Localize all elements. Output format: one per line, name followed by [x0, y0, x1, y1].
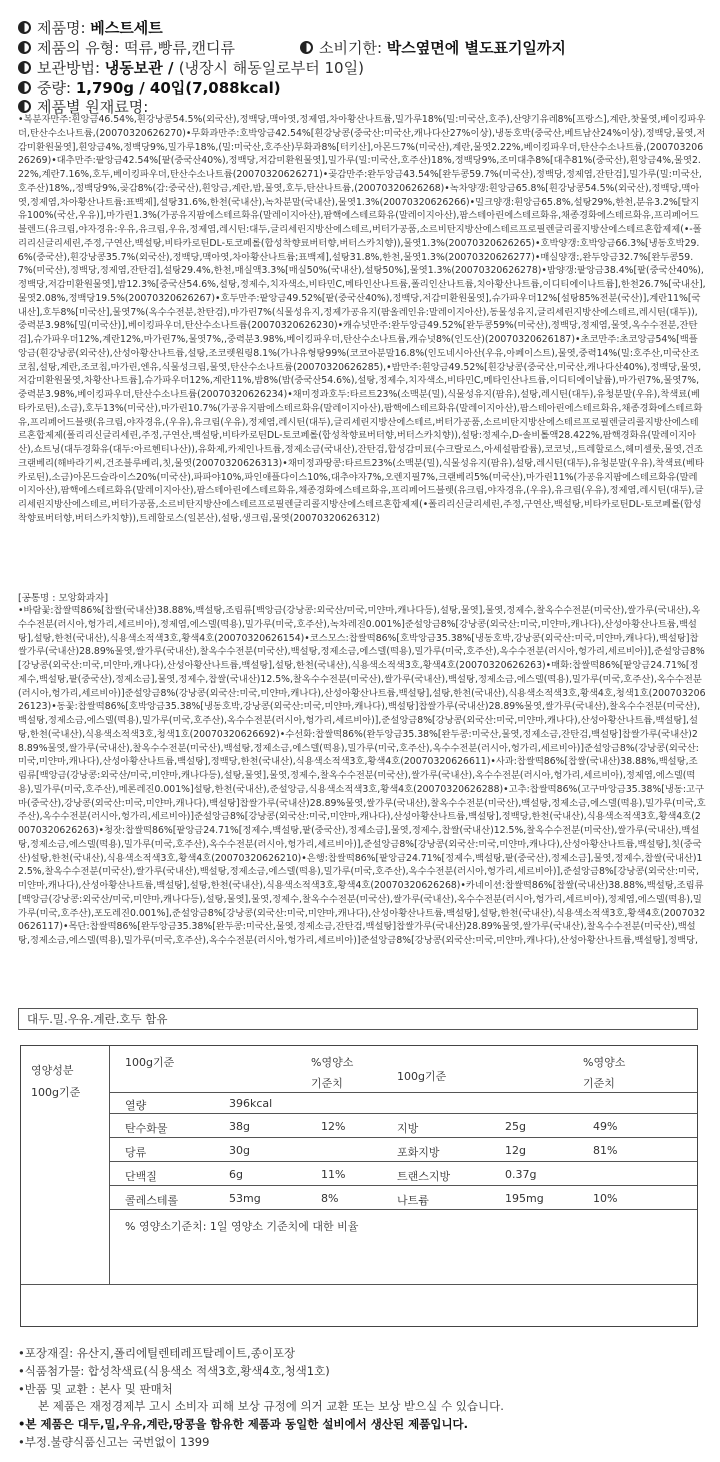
ingredients-block-rice-cakes: •바람꽃:찹쌀떡86%[찹쌀(국내산)38.88%,백설탕,조림류[백앙금(강낭콩:외국산/미국,미얀마,캐나다등),설탕,물엿],물엿,정제수,찰옥수수전분(미국산),쌀가루(국내산),옥수수전분(러시아,헝가리,세르비아),정제염,에스델(떡용),밀가루(미국,호주산),녹차레진0.001%]준설앙금8%[강낭콩(외국산:미국,미얀마,캐나다),산성아황산나트륨,백설탕],설탕,한천(국내산),식용색소적색3호,황색4호(20070320626154)•코스모스:찹쌀떡86%[호박앙금35.38%[냉동호박,강낭콩(외국산:미국,미얀마,캐나다),백설탕]찹쌀가루(국내산)28.89%물엿,쌀가루(국내산),찰옥수수전분(미국산),백설탕,정제소금,에스델(떡용),밀가루(미국,호주산),옥수수전분(러시아,헝가리,세르비아)],준설앙금8%[강낭콩(외국산:미국,미얀마,캐나다),산성아황산나트륨,백설탕],설탕,한천(국내산),식용색소적색3호,황색4호(20070320626263)•매화:찹쌀떡86%[팥앙금24.71%[정제수,백설탕,팥(중국산),정제소금],물엿,정제수,찹쌀(국내산)12.5%,찰옥수수전분(미국산),쌀가루(국내산),백설탕,정제소금,에스델(떡용),밀가루(미국,호주산),옥수수전분(러시아,헝가리,세르비아)]준설앙금8%(강낭콩(외국산:미국,미얀마,캐나다),산성아황산나트륨,백설탕],설탕,한천(국내산),식용색소적색3호,황색4호,청색1호(20070320626123)•동꽃:찹쌀떡86%[호박앙금35.38%[냉동호박,강낭콩(외국산:미국,미얀마,캐나다),백설탕]찹쌀가루(국내산)28.89%물엿,쌀가루(국내산),찰옥수수전분(미국산),백설탕,정제소금,에스델(떡용),밀가루(미국,호주산),옥수수전분(러시아,헝가리,세르비아)],준설앙금8%[강낭콩(외국산:미국,미얀마,캐나다),산성아황산나트륨,백설탕],설탕,한천(국내산),식용색소적색3호,청색1호(20070320626692)•수선화:찹쌀떡86%(완두앙금35.38%[완두콩:미국산,물엿,정제소금,잔탄검,백설탕]찹쌀가루(국내산)28.89%물엿,쌀가루(국내산),찰옥수수전분(미국산),백설탕,정제소금,에스델(떡용),밀가루(미국,호주산),옥수수전분(러시아,헝가리,세르비아)]준설앙금8%(강낭콩(외국산:미국,미얀마,캐나다),산성아황산나트륨,백설탕],정백당,한천(국내산),식용색소적색3호,황색4호(20070320626611)•사과:찹쌀떡86%[찹쌀(국내산)38.88%,백설탕,조림류[백앙금(강낭콩:외국산/미국,미얀마,캐나다등),설탕,물엿],물엿,정제수,찰옥수수전분(미국산),쌀가루(국내산),옥수수전분(러시아,헝가리,세르비아),정제염,에스델(떡용),밀가루(미국,호주산),메론레진0.001%]설탕,한천(국내산),준설앙금,식용색소적색3호,황색4호(20070320626288)•고추:찹쌀떡86%(고구마앙금35.38%[냉동:고구마(중국산),강낭콩(외국산:미국,미얀마,캐나다),백설탕]찹쌀가루(국내산)28.89%물엿,쌀가루(국내산),찰옥수수전분(미국산),백설탕,정제소금,에스델(떡용),밀가루(미국,호주산),옥수수전분(러시아,헝가리,세르비아)]준설앙금8%[강낭콩(외국산:미국,미얀마,캐나다),산성아황산나트륨,백설탕],정백당,한천(국내산),식용색소적색3호,황색4호(20070320626263)•청잣:찹쌀떡86%[팥앙금24.71%[정제수,백설탕,팥(중국산),정제소금],물엿,정제수,찹쌀(국내산)12.5%,찰옥수수전분(미국산),쌀가루(국내산),백설탕,정제소금,에스델(떡용),밀가루(미국,호주산),옥수수전분(러시아,헝가리,세르비아)],준설앙금8%[강낭콩(외국산:미국,미얀마,캐나다),산성아황산나트륨,백설탕],칫(중국산)설탕,한천(국내산),식용색소적색3호,황색4호(20070320626210)•은행:찹쌀떡86%[팥앙금24.71%[정제수,백설탕,팥(중국산),정제소금],물엿,정제수,찹쌀(국내산)12.5%,찰옥수수전분(미국산),쌀가루(국내산),백설탕,정제소금,에스델(떡용),밀가루(미국,호주산),옥수수전분(러시아,헝가리,세르비아)],준설앙금8%[강낭콩(외국산:미국,미얀마,캐나다),산성아황산나트륨,백설탕],설탕,한천(국내산),식용색소적색3호,황색4호(20070320626268)•카네이션:찹쌀떡86%[찹쌀(국내산)38.88%,백설탕,조림류[백앙금(강낭콩:외국산/미국,미얀마,캐나다등),설탕,물엿],물엿,정제수,찰옥수수전분(미국산),쌀가루(국내산),옥수수전분(러시아,헝가리,세르비아),정제염,에스델(떡용),밀가루(미국,호주산),포도레진0.001%],준설앙금8%[강낭콩(외국산:미국,미얀마,캐나다),산성아황산나트륨,백설탕],설탕,한천(국내산),식용색소적색3호,황색4호(20070320626117)•목단:찹쌀떡86%[완두앙금35.38%[완두콩:미국산,물엿,정제소금,잔탄검,백설탕]찹쌀가루(국내산)28.89%물엿,쌀가루(국내산),찰옥수수전분(미국산),백설탕,정제소금,에스델(떡용),밀가루(미국,호주산),옥수수전분(러시아,헝가리,세르비아)]준설앙금8%[강낭콩(외국산:미국,미얀마,캐나다),산성아황산나트륨,백설탕],정백당,: [18, 605, 706, 946]
table-divider: [109, 1137, 697, 1138]
table-divider: [109, 1092, 697, 1093]
nutrient-name: 지방: [397, 1122, 419, 1135]
compensation-note: 본 제품은 재정경제부 고시 소비자 피해 보상 규정에 의거 교환 또는 보상 받으실 수 있습니다.: [38, 1399, 504, 1413]
col-basis-2: 100g기준: [397, 1070, 447, 1083]
nutrient-percent: 81%: [593, 1144, 618, 1157]
table-divider: [109, 1209, 697, 1210]
nutrient-name: 탄수화물: [125, 1122, 168, 1135]
nutrient-value: 0.37g: [505, 1168, 537, 1181]
weight-row: [18, 79, 281, 97]
nutrient-name: 단백질: [125, 1170, 157, 1183]
return-policy: •반품 및 교환 : 본사 및 판매처: [18, 1382, 173, 1396]
table-divider: [109, 1185, 697, 1186]
nutrition-footnote: % 영양소기준치: 1일 영양소 기준치에 대한 비율: [125, 1220, 359, 1233]
weight-value: 1,790g / 40입(7,088kcal): [75, 79, 281, 97]
common-name-label: [공통명 : 모앙화과자]: [18, 593, 109, 604]
nutrient-percent: 49%: [593, 1120, 618, 1133]
cross-contamination-notice: •본 제품은 대두,밀,우유,계란,땅콩을 함유한 제품과 동일한 설비에서 생산된 제품입니다.: [18, 1417, 469, 1431]
bullet-icon: [18, 41, 31, 54]
bullet-icon: [18, 81, 31, 94]
nutrient-percent: 12%: [321, 1120, 346, 1133]
nutrient-name: 나트륨: [397, 1194, 429, 1207]
col-basis-1: 100g기준: [125, 1056, 175, 1069]
food-additives: •식품첨가물: 합성착색료(식용색소 적색3호,황색4호,청색1호): [18, 1364, 330, 1378]
nutrient-value: 195mg: [505, 1192, 544, 1205]
bullet-icon: [18, 21, 31, 34]
nutrient-name: 트랜스지방: [397, 1170, 451, 1183]
table-divider: [109, 1113, 697, 1114]
nutrient-name: 포화지방: [397, 1146, 440, 1159]
nutrient-value: 30g: [229, 1144, 250, 1157]
col-pct-2a: %영양소: [583, 1056, 626, 1069]
bullet-icon: [18, 61, 31, 74]
table-divider: [109, 1046, 110, 1284]
storage-value: 냉동보관 /: [104, 59, 179, 77]
nutrient-value: 53mg: [229, 1192, 261, 1205]
calorie-value: 396kcal: [229, 1097, 273, 1110]
product-name: 베스트세트: [90, 19, 163, 37]
calorie-label: 열량: [125, 1099, 147, 1112]
ingredients-heading: 제품별 원재료명:: [37, 98, 149, 116]
nutrient-name: 콜레스테롤: [125, 1194, 179, 1207]
product-type: 제품의 유형: 떡류,빵류,캔디류: [37, 39, 236, 57]
product-name-row: [18, 19, 163, 37]
bullet-icon: [300, 41, 313, 54]
storage-row: [18, 59, 364, 77]
product-name-label: 제품명:: [37, 19, 91, 37]
nutrient-value: 38g: [229, 1120, 250, 1133]
nutrient-percent: 10%: [593, 1192, 618, 1205]
table-divider: [109, 1161, 697, 1162]
storage-note: (냉장시 해동일로부터 10일): [178, 59, 364, 77]
nutrient-value: 6g: [229, 1168, 243, 1181]
nutrition-table: [20, 1045, 698, 1327]
packaging-material: •포장재질: 유산지,폴리에틸렌테레프탈레이트,종이포장: [18, 1346, 296, 1360]
report-hotline: •부정.불량식품신고는 국번없이 1399: [18, 1435, 210, 1449]
nutrient-percent: 8%: [321, 1192, 339, 1205]
expiry-label: 소비기한:: [319, 39, 387, 57]
nutrition-side-basis: 100g기준: [31, 1086, 81, 1099]
nutrient-value: 25g: [505, 1120, 526, 1133]
col-pct-1b: 기준치: [311, 1077, 343, 1090]
nutrient-name: 당류: [125, 1146, 147, 1159]
weight-label: 중량:: [37, 79, 76, 97]
expiry-value: 박스옆면에 별도표기일까지: [386, 39, 566, 57]
expiry-row: [300, 39, 566, 57]
storage-label: 보관방법:: [37, 59, 105, 77]
nutrition-side-label: 영양성분: [31, 1064, 74, 1077]
ingredients-block-sweets: •복분자만주:흰앙금46.54%,흰강낭콩54.5%(외국산),정백당,맥아엿,정제염,차아황산나트륨,밀가루18%(밀:미국산,호주),산양기유레8%[프랑스],계란,찻물엿,베이킹파우더,탄산수소나트륨,(20070320626270)•무화과만주:호박앙금42.54%[흰강낭콩(중국산:미국산,캐나다산27%이상),냉동호박(중국산,베트남산24%이상),정백당,물엿,저감미환원물엿],흰앙금4%,정백당9%,밀가루18%,(밀:미국산,호주산)무화과8%[터키산],아몬드7%(미국산),계란,물엿2.22%,베이킹파우더,탄산수소나트륨,(20070320626269)•대추만주:팥앙금42.54%[팥(중국산40%),정백당,저감미환원물엿],밀가루(밀:미국산,호주산)18%,정백당9%,조미대추8%[대추81%(중국산),흰앙금4%,물엿2.22%,계란7.16%,호두,베이킹파우더,탄산수소나트륨(20070320626271)•곶감만주:완두앙금43.54%[완두콩59.7%(미국산),정백당,정제염,잔탄검],밀가루(밀:미국산,호주산)18%,,정백당9%,곶감8%(감:중국산),흰앙금,계란,밤,물엿,호두,탄산나트륨,(20070320626268)•녹차양갱:흰앙금65.8%[흰강낭콩54.5%(외국산),정백당,맥아엿,정제염,차아황산나트륨:표백제],설탕31.6%,한천(국내산),녹차분말(국내산),물엿1.3%(20070320626266)•밀크양갱:흰앙금65.8%,설탕29%,한천,분유3.2%[탈지유100%(국산,우유)],마가린1.3%(가공유지팜에스테르화유(말레이지아산),팜핵에스테르화유(말레이지아산),팜스테아린에스테르화유,채종경화에스테르화유,프리페어드블렌드(유크림,야자경유:우유,유크림,우유,정제염,레시틴:대두,글리세린지방산에스테르,버터가공품,소르비탄지방산에스테르프로필렌글리콜지방산에스테르혼합제제(•-폴리리신글리세린,주정,구연산,백설탕,비타카로틴DL-토코페롤(합성착향료버터향,버터스카치향)),물엿1.3%(20070320626265)•호박양갱:호박앙금66.3%[냉동호박29.6%(중국산),흰강낭콩35.7%(외국산),정백당,맥아엿,차아황산나트륨;표백제],설탕31.8%,한천,물엿1.3%(20070320626277)•매실양갱:,완두앙금32.7%[완두콩59.7%(미국산),정백당,정제염,잔탄검],설탕29.4%,한천,매실액3.3%[매실50%(국내산),설탕50%],물엿1.3%(20070320626278)•밤양갱:팥앙금38.4%[팥(중국산40%),정백당,저감미환원물엿],밤12.3%[중국산54.6%,설탕,정제수,치자색소,비타민C,메타인산나트륨,폴리인산나트륨,치아황산나트륨,이디티에이나트륨],한천26.7%[국내산],물엿2.08%,정백당19.5%(20070320626267)•호두만주:팥앙금49.52%[팥(중국산40%),정백당,저감미환원물엿],슈가파우더12%[설탕85%전분(국산)],계란11%[국내산],호두8%[미국산],물엿7%(옥수수전분,찬탄검),마가린7%(식물성유지,정제가공유지(팜올레인유:말레이지아산),동물성유지,글리세린지방산에스테르,레시틴(대두)),중력분3.98%[밀(미국산)],베이킹파우더,탄산수소나트륨(20070320626230)•캐슈넛만주:완두앙금49.52%[완두콩59%(미국산),정백당,정제염,물엿,옥수수전분,잔탄검],슈가파우더12%,계란12%,마가린7%,물엿7%,,중력분3.98%,베이킹파우더,탄산수소나트륨,캐슈넛8%(인도산)(20070320626187)•초코만주:초코앙금54%[백플앙금(흰강낭콩(외국산),산성아황산나트륨,설탕,조코렛원링8.1%(가나유형탕99%(코코아분말16.8%(인도네시아산(우유,아페이스트),물엿,중력14%(밀:호주산,미국산조코칩,설탕,계란,조코칩,마가린,엔유,식물성크림,물엿,탄산수소나트륨(20070320626285),•밤만주:흰앙금49.52%[흰강낭콩(중국산,미국산,캐나다산40%),정백당,물엿,저감미환원물엿,차황산나트륨],슈가파우더12%,계란11%,밤8%(밤(중국산54.6%),설탕,정제수,치자색소,비타민C,메타인산나트륨,이디티에이날륨),마가린7%,물엿7%,중력분3.98%,베이킹파우더,탄산수소나트륨(20070320626234)•채미정과호두:타르트23%(소맥분(밀),식물성유지(팜유),설탕,레시틴(대두),유청분말(우유),착색료(베타카로틴),소금),호두13%(미국산),마가린10.7%(가공유지팜에스테르화유(말레이지아산),팜핵에스테르화유(말레이지아산),팜스테아린에스테르화유,채종경화에스테르화유,프리페어드블랫(유크림,야자경유,(우유),유크림(우유),정제염,레시틴(대두),글리세린지방산에스테르,버터가공품,소르비탄지방산에스테르프로필렌글리콜지방산에스테르혼합제제(폴리리신글리세린,주정,구연산,백설탕,비타카로틴DL-토코페롤(합성착향료버터향,버터스카치향)),설탕:정제수,D-솔비톨액28.422%,팜핵경화유(말레이지아산),쇼트닝(대두경화유(대두:아르헨티나산)),유화제,카제인나트륨,정제소금(국내산),잔탄검,합성감미료(수크랄로스,아세설팜칼륨),코코넛,,트레할로스,헤미셀룻,물엿,건조크랜베리(해바라기씨,건조블루베리,칫,물엿(20070320626313)•채미정과땅콩:타르트23%(소맥분(밀),식물성유지(팜유),설탕,레시틴(대두),유청분말(우유),착색료(베타카로틴),소금)아몬드슬라이스20%(미국산),파파야10%,파인애플다이스10%,대추야자7%,오렌지필7%,크랜베리5%(미국산),마가린11%(가공유지팜에스테르화유(말레이지아산),팜핵에스테르화유(말레이지아산),팜스테아린에스테르화유,채종경화에스테르화유,프리페어드블렛(유크림,야자경유,(우유),유크림(우유),정제염,레시틴(대두),글리세린지방산에스테르,버터가공품,소르비탄지방산에스테르프로필렌글리콜지방산에스테르혼합제제(•폴리리신글리세린,주정,구연산,백설탕,비타카로틴DL-토코페롤(합성착향료버터향,버터스카치향)),트레할로스(일본산),설탕,생크림,물엿(20070320626312): [18, 114, 706, 524]
col-pct-2b: 기준치: [583, 1077, 615, 1090]
bullet-icon: [18, 100, 31, 113]
nutrient-percent: 11%: [321, 1168, 346, 1181]
col-pct-1a: %영양소: [311, 1056, 354, 1069]
allergy-box: 대두.밀.우유.계란.호두 함유: [18, 1008, 698, 1030]
table-divider: [21, 1284, 697, 1285]
nutrient-value: 12g: [505, 1144, 526, 1157]
product-type-row: [18, 39, 235, 57]
